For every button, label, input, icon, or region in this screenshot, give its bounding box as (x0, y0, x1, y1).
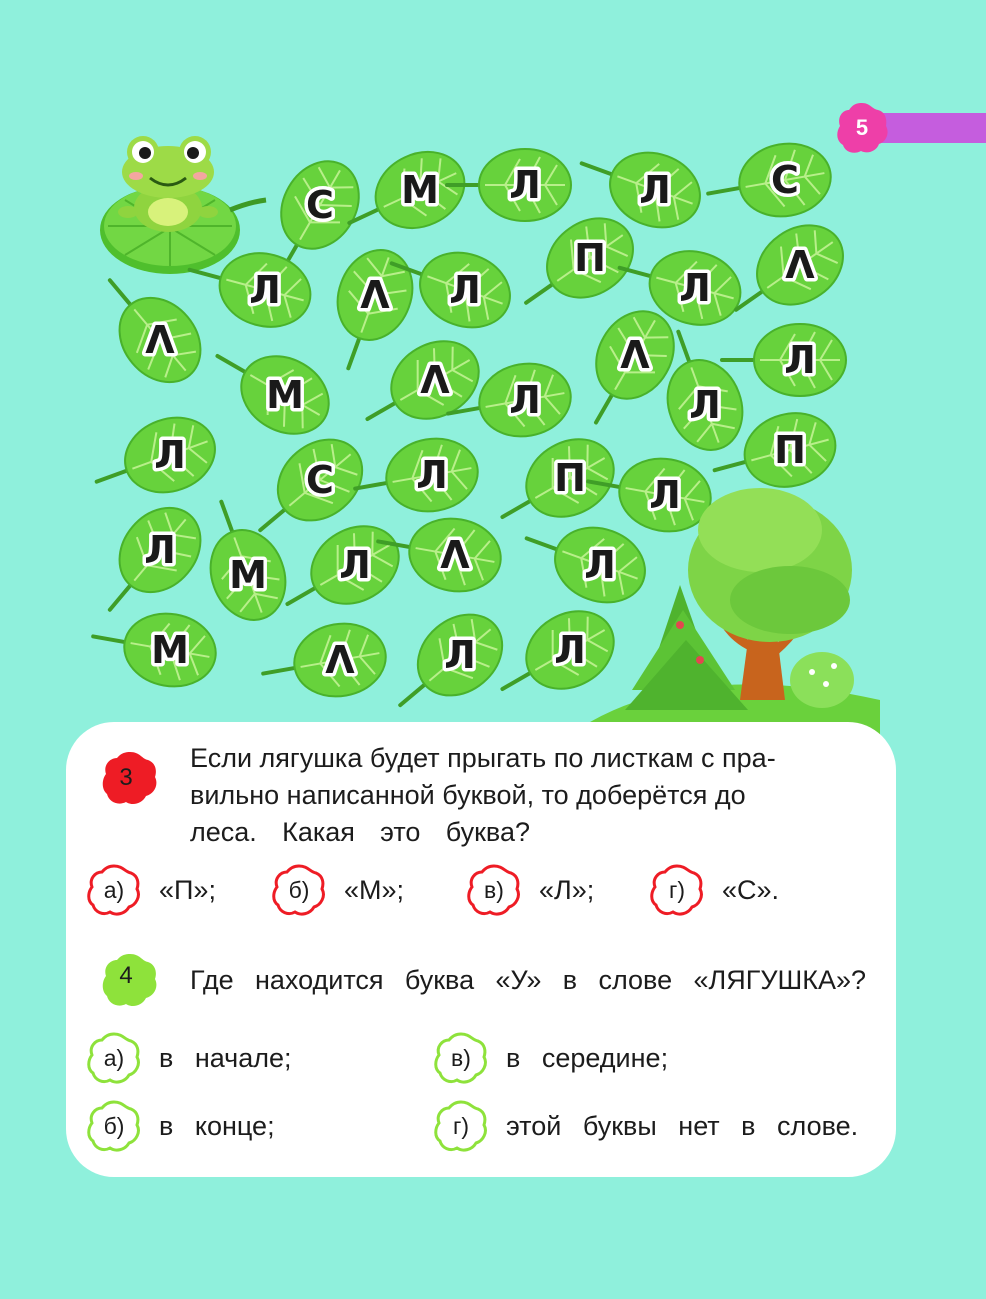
q4-option-a-badge (85, 1030, 143, 1086)
q4-option-a-text: в начале; (159, 1042, 292, 1073)
question-3-number: 3 (119, 764, 133, 791)
maze-leaf-letter: Л (154, 433, 186, 477)
maze-leaf-letter: Л (416, 453, 448, 497)
maze-leaf-letter: М (229, 553, 267, 597)
q3-option-c-badge (465, 862, 523, 918)
maze-leaf-letter: Л (584, 543, 616, 587)
q3-option-b-badge (270, 862, 328, 918)
maze-leaf-letter: Л (784, 338, 816, 382)
q3-option-a-letter: а) (103, 876, 125, 903)
maze-leaf-letter: Ʌ (360, 273, 390, 317)
maze-leaf-letter: М (266, 373, 304, 417)
q4-option-a-letter: а) (103, 1044, 125, 1071)
q4-option-b-badge (85, 1098, 143, 1154)
question-3-line-1: Если лягушка будет прыгать по листкам с пра- (190, 743, 776, 773)
question-3-line-3: леса. Какая это буква? (190, 817, 530, 847)
maze-leaf-letter: Л (509, 163, 541, 207)
q3-option-c-letter: в) (484, 876, 504, 903)
q4-option-d-badge (432, 1098, 490, 1154)
maze-leaf-letter: П (774, 428, 806, 472)
maze-leaf-letter: Л (249, 268, 281, 312)
q3-option-d-letter: г) (668, 876, 686, 903)
q3-option-d[interactable] (648, 862, 779, 918)
maze-leaf-letter: Л (679, 266, 711, 310)
maze-leaf-letter: Л (509, 378, 541, 422)
q3-option-a[interactable] (85, 862, 216, 918)
maze-leaf-letter: М (151, 628, 189, 672)
question-4-number: 4 (119, 962, 133, 989)
q3-option-c-text: «Л»; (539, 874, 595, 905)
q4-option-d[interactable] (432, 1098, 858, 1154)
maze-leaf-letter: С (306, 458, 334, 502)
maze-leaf-letter: Л (639, 168, 671, 212)
q3-option-b-text: «М»; (344, 874, 405, 905)
maze-leaf-letter: П (554, 456, 586, 500)
maze-leaf-letter: Л (689, 383, 721, 427)
page-number: 5 (855, 115, 869, 140)
maze-leaf-letter: Л (449, 268, 481, 312)
maze-leaf (702, 137, 837, 229)
forest-illustration (590, 488, 880, 740)
maze-leaf-letter: Ʌ (145, 318, 175, 362)
q4-option-b-text: в конце; (159, 1110, 275, 1141)
q3-option-d-badge (648, 862, 706, 918)
question-4-line-1: Где находится буква «У» в слове «ЛЯГУШКА»? (190, 965, 866, 995)
q4-option-b[interactable] (85, 1098, 275, 1154)
q3-option-a-badge (85, 862, 143, 918)
maze-leaf-letter: Л (444, 633, 476, 677)
maze-leaf-letter: Ʌ (785, 243, 815, 287)
q4-option-c-badge (432, 1030, 490, 1086)
q4-option-d-text: этой буквы нет в слове. (506, 1110, 859, 1141)
maze-leaf-letter: М (401, 168, 439, 212)
maze-leaf-letter: П (574, 236, 606, 280)
q3-option-c[interactable] (465, 862, 594, 918)
maze-leaf-letter: Ʌ (325, 638, 355, 682)
q4-option-c-text: в середине; (506, 1042, 669, 1073)
maze-leaf-letter: Л (554, 628, 586, 672)
maze-leaf-letter: Ʌ (620, 333, 650, 377)
maze-leaf-letter: С (306, 183, 334, 227)
maze-leaf-letter: Л (339, 543, 371, 587)
q4-option-b-letter: б) (103, 1112, 125, 1139)
maze-leaf-letter: С (771, 158, 799, 202)
maze-leaf-letter: Л (649, 473, 681, 517)
maze-leaf (257, 617, 392, 709)
maze-leaf-letter: Ʌ (440, 533, 470, 577)
q3-option-d-text: «С». (722, 874, 780, 905)
q4-option-d-letter: г) (452, 1112, 470, 1139)
q3-option-b-letter: б) (288, 876, 310, 903)
q3-option-a-text: «П»; (159, 874, 216, 905)
q3-option-b[interactable] (270, 862, 404, 918)
q4-option-a[interactable] (85, 1030, 292, 1086)
maze-leaf-letter: Л (144, 528, 176, 572)
maze-leaf-letter: Ʌ (420, 358, 450, 402)
q4-option-c[interactable] (432, 1030, 668, 1086)
q4-option-c-letter: в) (451, 1044, 471, 1071)
question-3-line-2: вильно написанной буквой, то доберётся до (190, 780, 746, 810)
